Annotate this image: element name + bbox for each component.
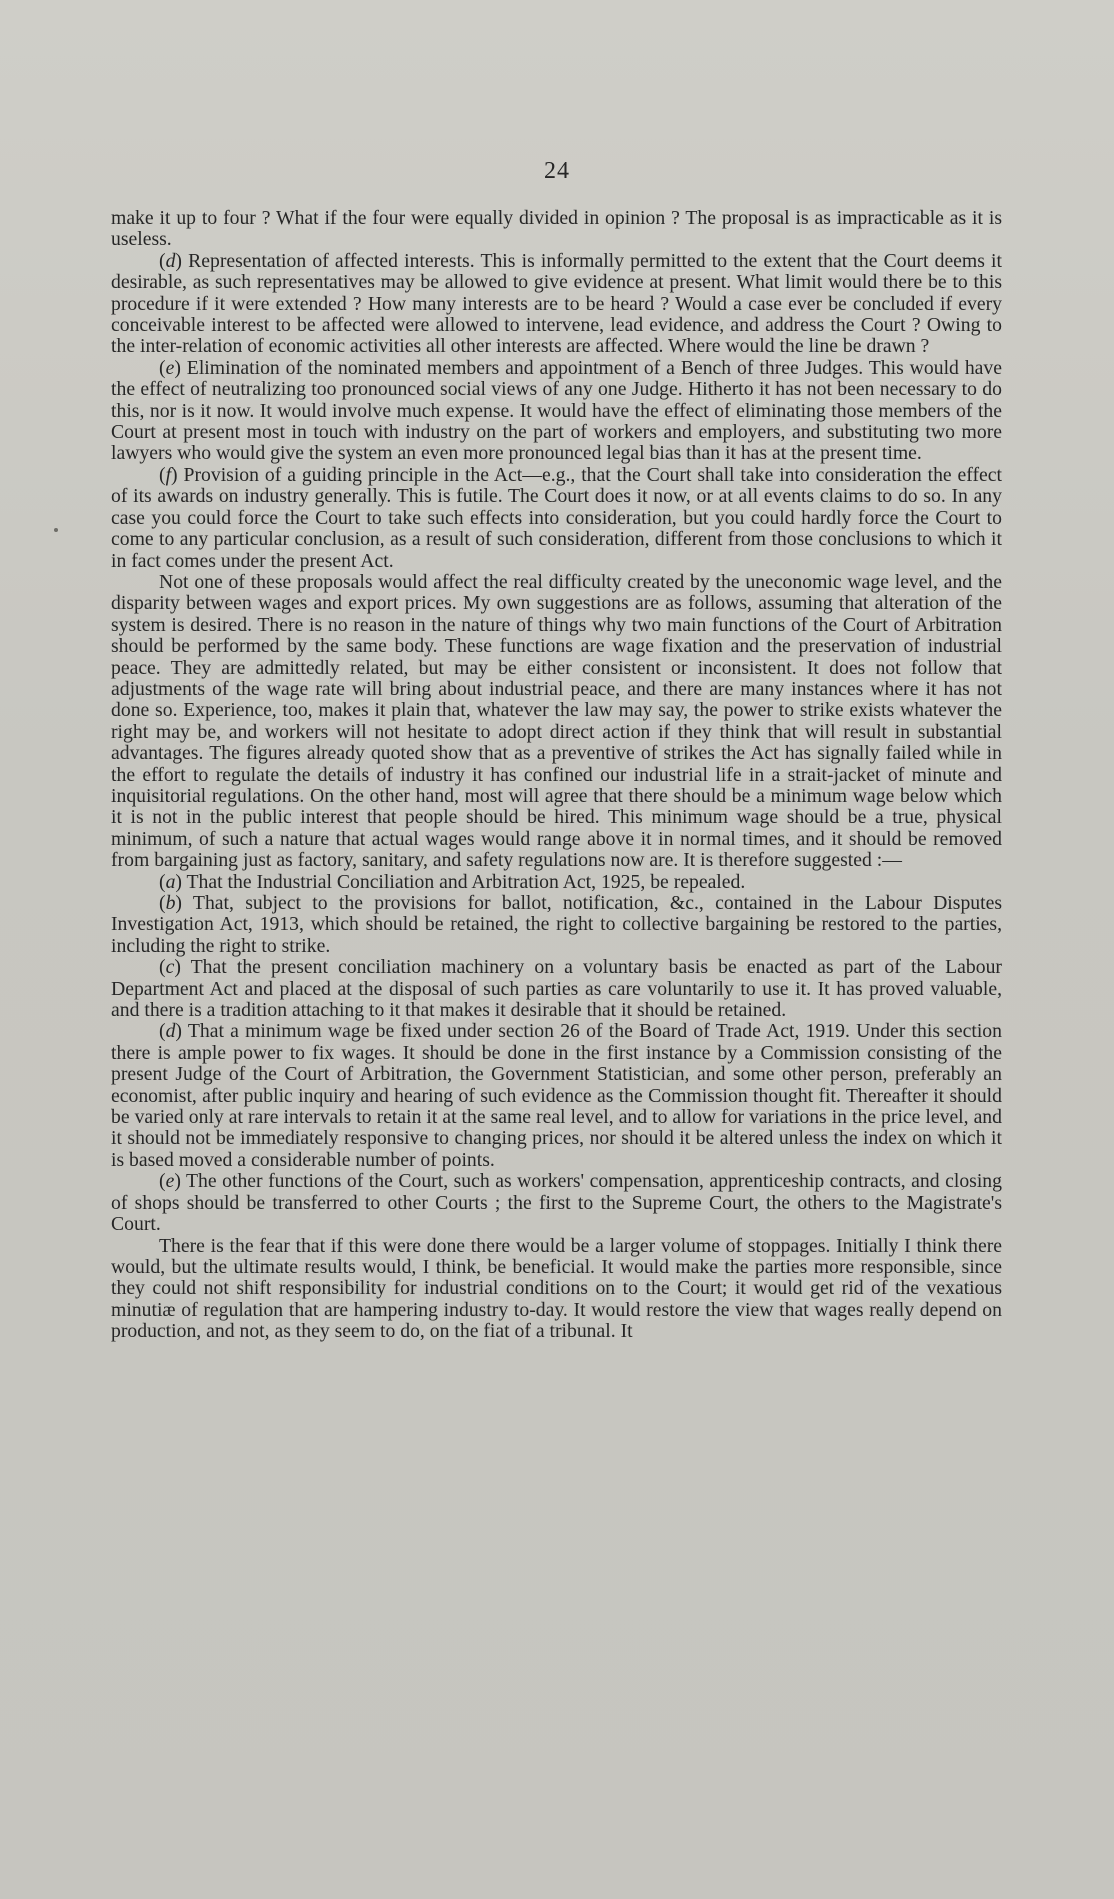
paragraph-conclusion: There is the fear that if this were done there would be a larger volume of stoppages. Initially I think there would, but the ultimate results would, I think, be beneficial. It would make the parties more responsible, since they could not shift responsibility for industrial conditions on to the Court; it would get rid of the vexatious minutiæ of regulation that are hampering industry to-day. It would restore the view that wages really depend on production, and not, as they seem to do, on the fiat of a tribunal. It (111, 1234, 1002, 1343)
stray-mark (54, 528, 58, 532)
paragraph-suggestion-e: (e) The other functions of the Court, such as workers' compensation, apprenticeship contracts, and closing of shops should be transferred to other Courts ; the first to the Supreme Court, the others to the Magistrate's Court. (111, 1170, 1002, 1236)
paragraph-suggestion-b: (b) That, subject to the provisions for ballot, notification, &c., contained in the Labour Disputes Investigation Act, 1913, which should be retained, the right to collective bargaining be restored to the parties, including the right to strike. (111, 892, 1002, 957)
paragraph-suggestion-c: (c) That the present conciliation machinery on a voluntary basis be enacted as part of the Labour Department Act and placed at the disposal of such parties as care voluntarily to use it. It has proved valuable, and there is a tradition attaching to it that makes it desirable that it should be retained. (111, 956, 1002, 1022)
page-number: 24 (544, 158, 570, 184)
body-text (111, 208, 1002, 1343)
paragraph-suggestion-d: (d) That a minimum wage be fixed under section 26 of the Board of Trade Act, 1919. Under this section there is ample power to fix wages. It should be done in the first instance by a Commission consisting of the present Judge of the Court of Arbitration, the Government Statistician, and some other person, preferably an economist, after public inquiry and hearing of such evidence as the Commission thought fit. Thereafter it should be varied only at rare intervals to retain it at the same real level, and to allow for variations in the price level, and it should not be immediately responsive to changing prices, nor should it be altered unless the index on which it is based moved a considerable number of points. (111, 1020, 1002, 1171)
paragraph-item-e-elimination: (e) Elimination of the nominated members and appointment of a Bench of three Judges. This would have the effect of neutralizing too pronounced social views of any one Judge. Hitherto it has not been necessary to do this, nor is it now. It would involve much expense. It would have the effect of eliminating those members of the Court at present most in touch with industry on the part of workers and employers, and substituting two more lawyers who would give the system an even more pronounced legal bias than it has at the present time. (111, 356, 1002, 465)
paragraph-suggestion-a: (a) That the Industrial Conciliation and Arbitration Act, 1925, be repealed. (159, 870, 746, 893)
paragraph-item-d-representation: (d) Representation of affected interests. This is informally permitted to the extent that the Court deems it desirable, as such representatives may be allowed to give evidence at present. What limit would there be to this procedure if it were extended ? How many interests are to be heard ? Would a case ever be concluded if every conceivable interest to be affected were allowed to intervene, lead evidence, and address the Court ? Owing to the inter-relation of economic activities all other interests are affected. Where would the line be drawn ? (111, 249, 1002, 358)
paragraph-continuation: make it up to four ? What if the four were equally divided in opinion ? The proposal is as impracticable as it is useless. (111, 207, 1002, 251)
paragraph-item-f-guiding-principle: (f) Provision of a guiding principle in the Act—e.g., that the Court shall take into consideration the effect of its awards on industry generally. This is futile. The Court does it now, or at all events claims to do so. In any case you could force the Court to take such effects into consideration, but you could hardly force the Court to come to any particular conclusion, as a result of such consideration, different from those conclusions to which it in fact comes under the present Act. (111, 463, 1002, 572)
paragraph-suggestions: Not one of these proposals would affect the real difficulty created by the uneconomic wage level, and the disparity between wages and export prices. My own suggestions are as follows, assuming that alteration of the system is desired. There is no reason in the nature of things why two main functions of the Court of Arbitration should be performed by the same body. These functions are wage fixation and the preservation of industrial peace. They are admittedly related, but may be either consistent or inconsistent. It does not follow that adjustments of the wage rate will bring about industrial peace, and there are many instances where it has not done so. Experience, too, makes it plain that, whatever the law may say, the power to strike exists whatever the right may be, and workers will not hesitate to adopt direct action if they think that will result in substantial advantages. The figures already quoted show that as a preventive of strikes the Act has signally failed while in the effort to regulate the details of industry it has confined our industrial life in a strait-jacket of minute and inquisitorial regulations. On the other hand, most will agree that there should be a minimum wage below which it is not in the public interest that people should be hired. This minimum wage should be a true, physical minimum, of such a nature that actual wages would range above it in normal times, and it should be removed from bargaining just as factory, sanitary, and safety regulations now are. It is therefore suggested :— (111, 570, 1002, 872)
